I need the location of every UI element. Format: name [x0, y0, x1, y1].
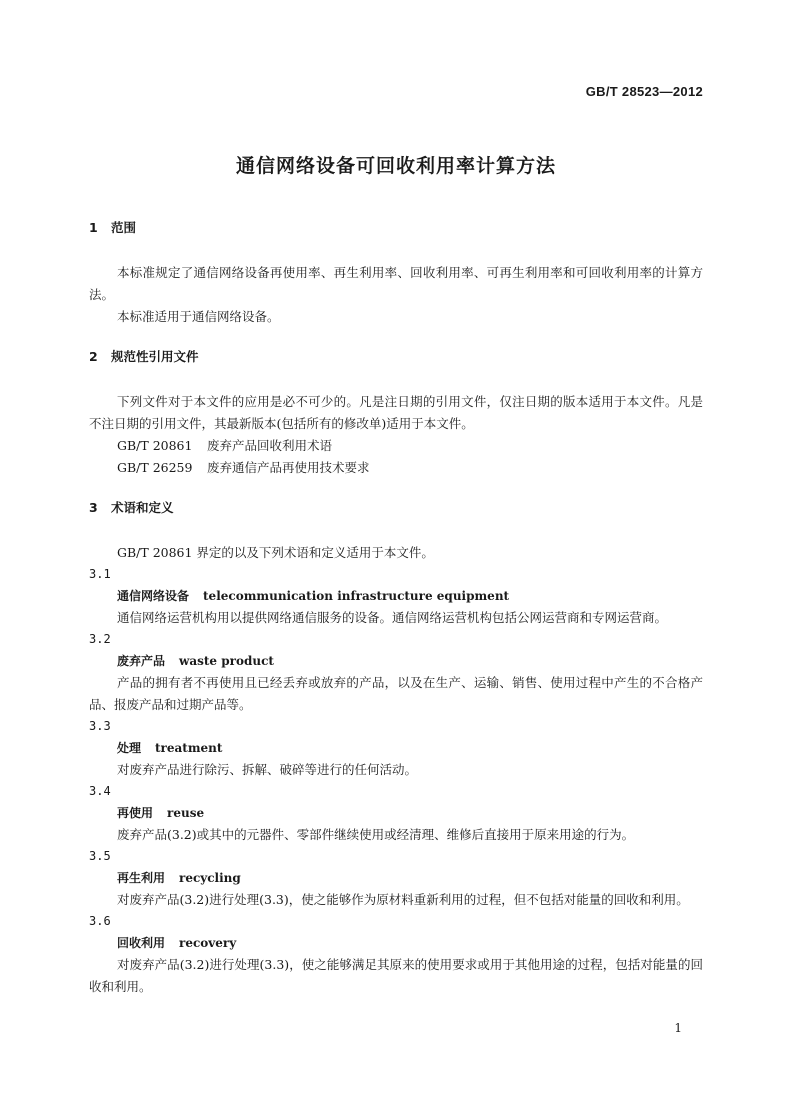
term-entry — [89, 911, 703, 998]
terms-intro: GB/T 20861 界定的以及下列术语和定义适用于本文件。 — [117, 545, 434, 560]
term-name — [89, 867, 703, 889]
term-zh: 处理 — [117, 741, 142, 755]
term-name — [89, 802, 703, 824]
reference-item — [89, 457, 703, 479]
term-zh: 再生利用 — [117, 871, 166, 885]
section-title: 术语和定义 — [111, 500, 174, 515]
term-definition: 对废弃产品(3.2)进行处理(3.3)，使之能够作为原材料重新利用的过程，但不包括对能量的回收和利用。 — [117, 892, 689, 907]
term-name — [89, 585, 703, 607]
term-entry — [89, 629, 703, 716]
reference-title: 废弃产品回收利用术语 — [207, 438, 333, 453]
term-entry — [89, 564, 703, 629]
term-entry — [89, 781, 703, 846]
term-name — [89, 932, 703, 954]
term-zh: 回收利用 — [117, 936, 166, 950]
reference-code: GB/T 20861 — [117, 438, 193, 453]
term-zh: 通信网络设备 — [117, 589, 190, 603]
normative-refs-paragraph: 下列文件对于本文件的应用是必不可少的。凡是注日期的引用文件，仅注日期的版本适用于本文件。凡是不注日期的引用文件，其最新版本(包括所有的修改单)适用于本文件。 — [89, 394, 703, 431]
section-heading-normative-refs — [89, 347, 703, 367]
document-body — [89, 218, 703, 998]
term-en: treatment — [155, 741, 223, 755]
section-heading-scope — [89, 218, 703, 238]
term-definition: 对废弃产品进行除污、拆解、破碎等进行的任何活动。 — [117, 762, 418, 777]
term-name — [89, 737, 703, 759]
section-number: 1 — [89, 220, 98, 235]
section-title: 规范性引用文件 — [111, 349, 199, 364]
page-number: 1 — [674, 1021, 682, 1035]
term-zh: 再使用 — [117, 806, 154, 820]
term-entry — [89, 846, 703, 911]
standard-number: GB/T 28523—2012 — [585, 84, 703, 99]
term-en: recovery — [179, 936, 237, 950]
term-en: waste product — [179, 654, 274, 668]
term-en: reuse — [167, 806, 205, 820]
clause-number: 3.5 — [89, 849, 111, 863]
reference-title: 废弃通信产品再使用技术要求 — [207, 460, 370, 475]
section-heading-terms — [89, 498, 703, 518]
document-title: 通信网络设备可回收利用率计算方法 — [235, 155, 556, 177]
term-en: telecommunication infrastructure equipment — [203, 589, 510, 603]
term-definition: 废弃产品(3.2)或其中的元器件、零部件继续使用或经清理、维修后直接用于原来用途的行为。 — [117, 827, 635, 842]
term-definition: 产品的拥有者不再使用且已经丢弃或放弃的产品，以及在生产、运输、销售、使用过程中产生的不合格产品、报废产品和过期产品等。 — [89, 675, 703, 712]
clause-number: 3.2 — [89, 632, 111, 646]
scope-paragraph: 本标准适用于通信网络设备。 — [117, 309, 280, 324]
term-name — [89, 650, 703, 672]
term-zh: 废弃产品 — [117, 654, 166, 668]
term-definition: 对废弃产品(3.2)进行处理(3.3)，使之能够满足其原来的使用要求或用于其他用途的过程，包括对能量的回收和利用。 — [89, 957, 703, 994]
section-title: 范围 — [111, 220, 137, 235]
clause-number: 3.6 — [89, 914, 111, 928]
reference-code: GB/T 26259 — [117, 460, 193, 475]
term-entry — [89, 716, 703, 781]
section-number: 2 — [89, 349, 98, 364]
clause-number: 3.3 — [89, 719, 111, 733]
section-number: 3 — [89, 500, 98, 515]
clause-number: 3.1 — [89, 567, 111, 581]
reference-item — [89, 435, 703, 457]
term-definition: 通信网络运营机构用以提供网络通信服务的设备。通信网络运营机构包括公网运营商和专网运营商。 — [117, 610, 668, 625]
clause-number: 3.4 — [89, 784, 111, 798]
term-en: recycling — [179, 871, 241, 885]
scope-paragraph: 本标准规定了通信网络设备再使用率、再生利用率、回收利用率、可再生利用率和可回收利用率的计算方法。 — [89, 265, 703, 302]
